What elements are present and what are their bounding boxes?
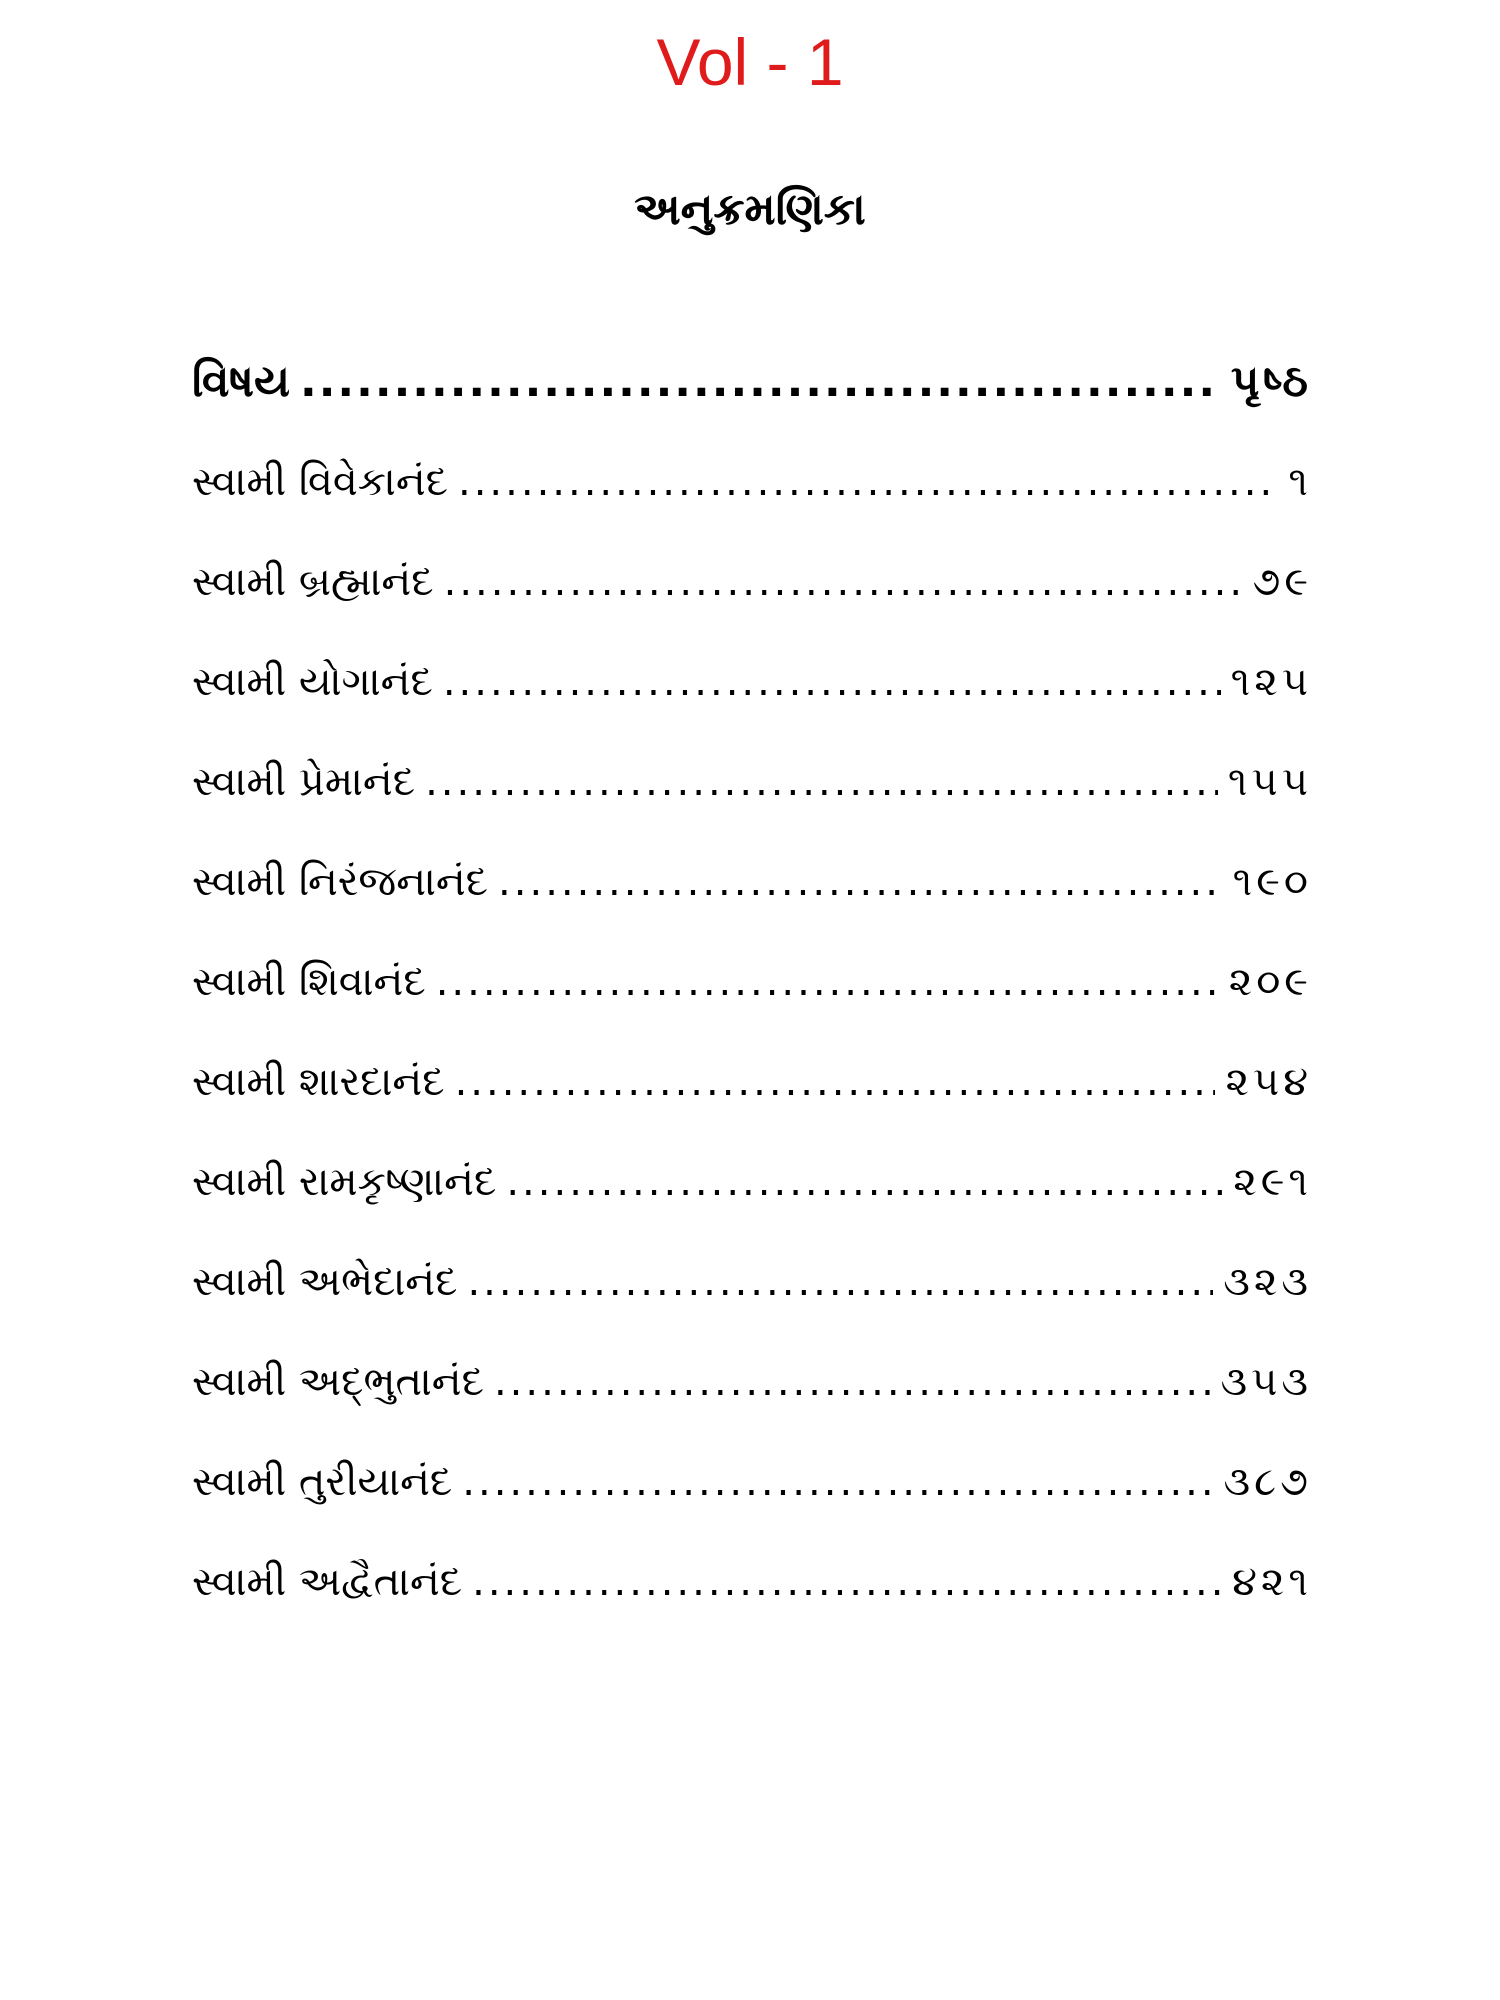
dot-leader [467, 1252, 1213, 1312]
toc-entry[interactable] [192, 1452, 1312, 1552]
toc-entry-name: સ્વામી પ્રેમાનંદ [192, 759, 416, 805]
toc-entry-page: ૨૫૪ [1225, 1059, 1312, 1105]
dot-leader [462, 1452, 1213, 1512]
page-column-header: પૃષ્ઠ [1230, 356, 1312, 407]
toc-entry[interactable] [192, 1152, 1312, 1252]
toc-entry-page: ૪૨૧ [1232, 1559, 1312, 1605]
toc-entry-name: સ્વામી અદ્વૈતાનંદ [192, 1559, 463, 1605]
toc-entry-page: ૨૯૧ [1233, 1159, 1312, 1205]
dot-leader [506, 1152, 1223, 1212]
toc-entry[interactable] [192, 452, 1312, 552]
toc-entry[interactable] [192, 1252, 1312, 1352]
dot-leader [436, 952, 1219, 1012]
toc-entry-page: ૧૯૦ [1232, 859, 1312, 905]
toc-entry[interactable] [192, 752, 1312, 852]
volume-label: Vol - 1 [656, 25, 844, 99]
toc-entry-name: સ્વામી શિવાનંદ [192, 959, 426, 1005]
toc-entry-page: ૩૨૩ [1223, 1259, 1312, 1305]
toc-entry-page: ૧ [1288, 459, 1312, 505]
toc-entry-page: ૧૫૫ [1227, 759, 1312, 805]
dot-leader [494, 1352, 1210, 1412]
toc-title: અનુક્રમણિકા [634, 184, 866, 235]
toc-entry-name: સ્વામી રામકૃષ્ણાનંદ [192, 1159, 497, 1205]
toc-entry-name: સ્વામી બ્રહ્માનંદ [192, 559, 434, 605]
toc-entry[interactable] [192, 1352, 1312, 1452]
toc-entry-name: સ્વામી તુરીયાનંદ [192, 1459, 453, 1505]
toc-entry-page: ૧૨૫ [1230, 659, 1312, 705]
toc-entry-page: ૭૯ [1252, 559, 1312, 605]
toc-header-row [192, 352, 1312, 452]
subject-column-header: વિષય [192, 356, 290, 407]
toc-entry[interactable] [192, 852, 1312, 952]
toc-entry[interactable] [192, 652, 1312, 752]
dot-leader [300, 352, 1221, 412]
toc-entry[interactable] [192, 1052, 1312, 1152]
toc-entry-page: ૩૫૩ [1220, 1359, 1312, 1405]
dot-leader [444, 552, 1243, 612]
toc-entry-page: ૩૮૭ [1223, 1459, 1312, 1505]
table-of-contents [192, 352, 1312, 1652]
toc-entry-name: સ્વામી વિવેકાનંદ [192, 459, 448, 505]
dot-leader [443, 652, 1221, 712]
dot-leader [458, 452, 1278, 512]
toc-entry[interactable] [192, 1552, 1312, 1652]
dot-leader [425, 752, 1218, 812]
toc-entry[interactable] [192, 552, 1312, 652]
toc-entry-name: સ્વામી અભેદાનંદ [192, 1259, 458, 1305]
toc-entry-page: ૨૦૯ [1228, 959, 1312, 1005]
toc-entry-name: સ્વામી યોગાનંદ [192, 659, 433, 705]
dot-leader [472, 1552, 1222, 1612]
toc-entry-name: સ્વામી શારદાનંદ [192, 1059, 445, 1105]
dot-leader [455, 1052, 1216, 1112]
dot-leader [498, 852, 1223, 912]
toc-entry-name: સ્વામી નિરંજનાનંદ [192, 859, 489, 905]
toc-entry[interactable] [192, 952, 1312, 1052]
toc-entry-name: સ્વામી અદ્ભુતાનંદ [192, 1359, 484, 1405]
